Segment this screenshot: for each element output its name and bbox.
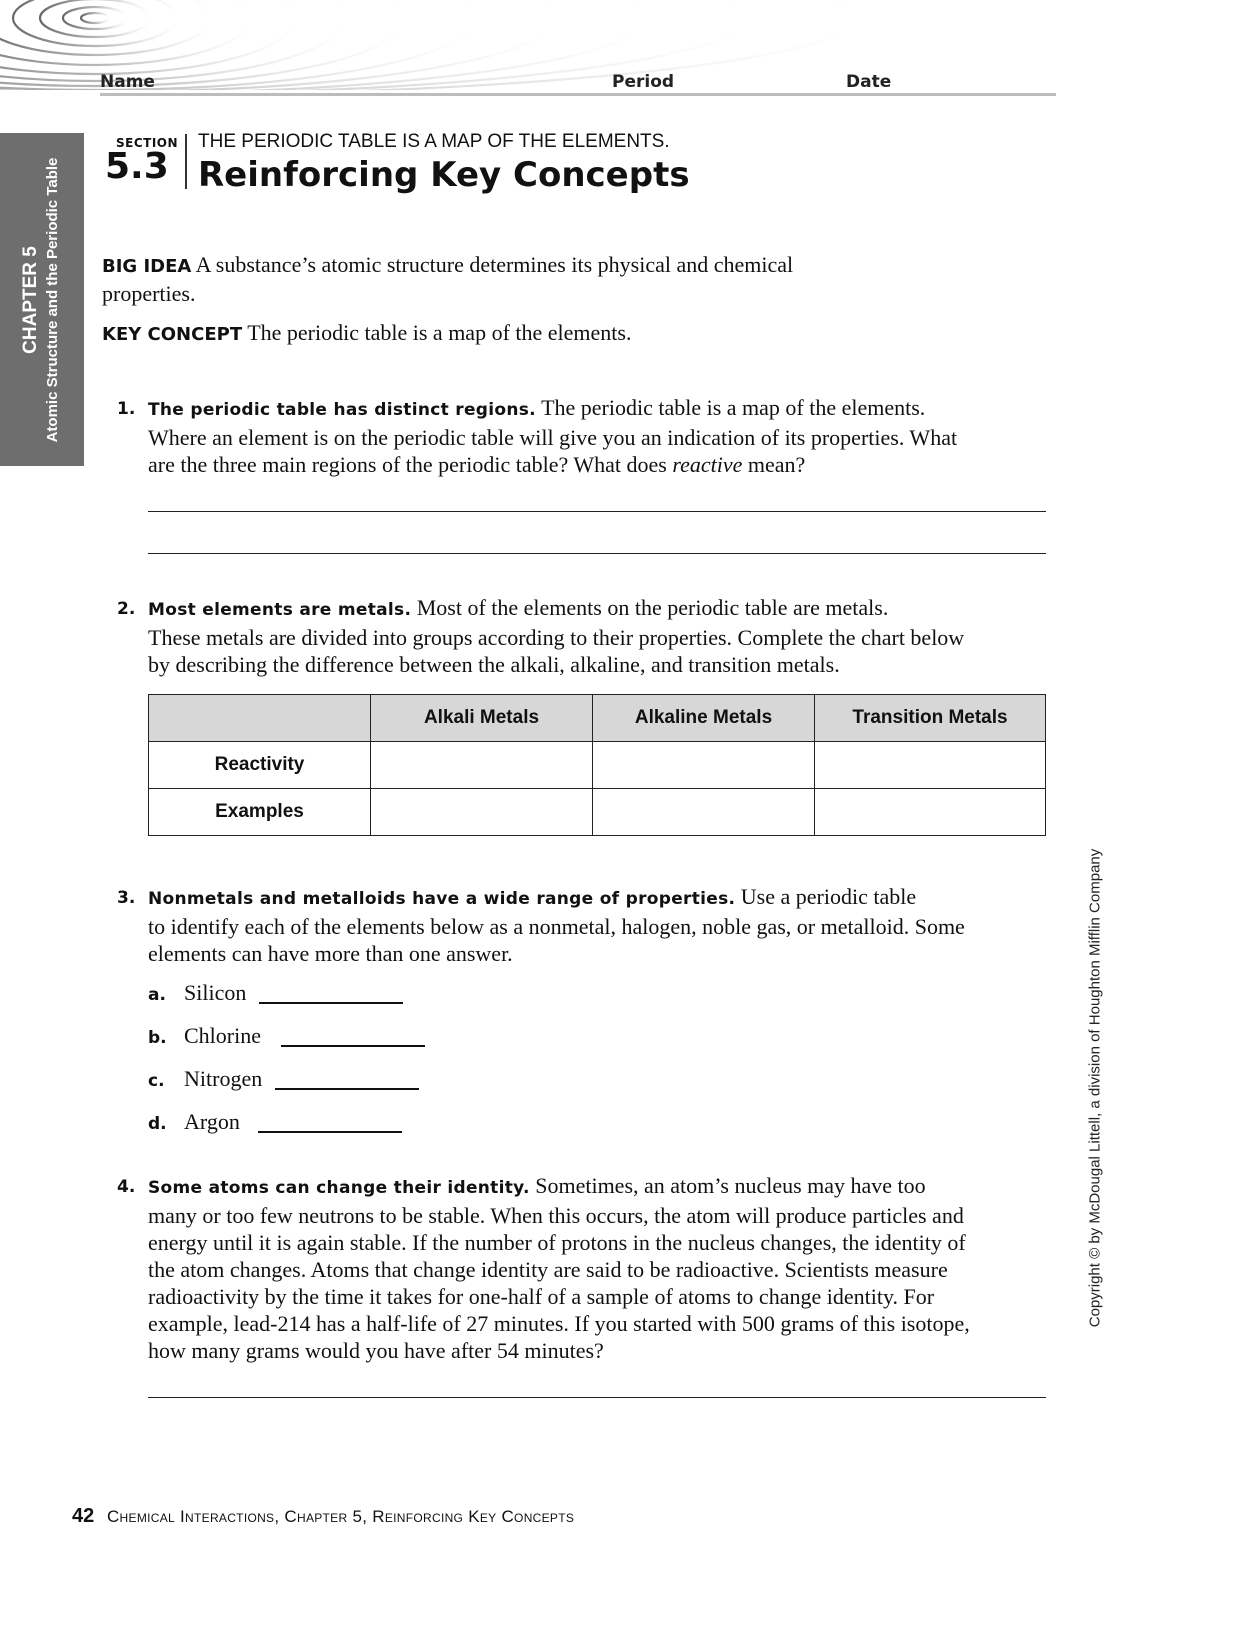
table-corner-cell xyxy=(149,695,371,742)
question-3-line3: elements can have more than one answer. xyxy=(148,941,513,966)
page-footer xyxy=(72,1505,574,1528)
element-a-name: Silicon xyxy=(184,980,247,1005)
answer-cell[interactable] xyxy=(371,789,593,836)
period-label: Period xyxy=(612,72,675,92)
question-4-line2: many or too few neutrons to be stable. When this occurs, the atom will produce particles and xyxy=(148,1203,964,1228)
key-concept-text: The periodic table is a map of the elements. xyxy=(247,320,632,345)
key-concept xyxy=(102,319,631,348)
question-4-line5: radioactivity by the time it takes for one-half of a sample of atoms to change identity. For xyxy=(148,1284,935,1309)
row-header-reactivity: Reactivity xyxy=(149,742,371,789)
question-2-line3: by describing the difference between the alkali, alkaline, and transition metals. xyxy=(148,652,840,677)
big-idea-label: BIG IDEA xyxy=(102,256,192,277)
question-2-text xyxy=(148,594,1058,678)
question-1-line3-pre: are the three main regions of the periodic table? What does xyxy=(148,452,673,477)
question-1-line3-em: reactive xyxy=(672,452,743,477)
table-row xyxy=(149,742,1046,789)
question-1-number: 1. xyxy=(117,399,136,419)
side-tab-subtitle: Atomic Structure and the Periodic Table xyxy=(44,157,61,443)
big-idea-text-line2: properties. xyxy=(102,281,196,306)
question-3-heading: Nonmetals and metalloids have a wide range of properties. xyxy=(148,889,736,909)
section-number: 5.3 xyxy=(105,146,169,187)
big-idea-text-line1: A substance’s atomic structure determines its physical and chemical xyxy=(195,252,794,277)
question-1-line2: Where an element is on the periodic table will give you an indication of its properties. What xyxy=(148,425,958,450)
answer-cell[interactable] xyxy=(815,789,1046,836)
row-header-examples: Examples xyxy=(149,789,371,836)
element-a-answer-blank[interactable] xyxy=(259,1002,403,1004)
question-1-line3-post: mean? xyxy=(742,452,806,477)
column-header-alkaline: Alkaline Metals xyxy=(593,695,815,742)
key-concept-label: KEY CONCEPT xyxy=(102,324,243,345)
name-label: Name xyxy=(100,72,155,92)
element-d-name: Argon xyxy=(184,1109,240,1134)
section-label: SECTION xyxy=(116,136,179,150)
section-divider xyxy=(185,134,187,189)
answer-line[interactable] xyxy=(148,511,1046,512)
question-4-heading: Some atoms can change their identity. xyxy=(148,1178,530,1198)
question-4-line7: how many grams would you have after 54 minutes? xyxy=(148,1338,604,1363)
answer-cell[interactable] xyxy=(815,742,1046,789)
question-1-text xyxy=(148,394,1058,478)
header-rule xyxy=(100,93,1056,96)
question-2-number: 2. xyxy=(117,599,136,619)
chapter-side-tab-text xyxy=(20,130,64,470)
question-2-heading: Most elements are metals. xyxy=(148,600,412,620)
element-a-letter: a. xyxy=(148,985,166,1005)
question-4-text xyxy=(148,1172,1058,1364)
page-title: Reinforcing Key Concepts xyxy=(198,155,690,195)
question-1-line1: The periodic table is a map of the elements. xyxy=(541,395,926,420)
answer-cell[interactable] xyxy=(593,742,815,789)
element-d-answer-blank[interactable] xyxy=(258,1131,402,1133)
element-c-answer-blank[interactable] xyxy=(275,1088,419,1090)
question-2-line1: Most of the elements on the periodic table are metals. xyxy=(416,595,889,620)
copyright-notice: Copyright © by McDougal Littell, a division of Houghton Mifflin Company xyxy=(1086,848,1104,1328)
table-header-row xyxy=(149,695,1046,742)
answer-cell[interactable] xyxy=(593,789,815,836)
question-3-line2: to identify each of the elements below as a nonmetal, halogen, noble gas, or metalloid. Some xyxy=(148,914,965,939)
element-d-letter: d. xyxy=(148,1114,167,1134)
element-c-name: Nitrogen xyxy=(184,1066,263,1091)
question-4-number: 4. xyxy=(117,1177,136,1197)
footer-text: Chemical Interactions, Chapter 5, Reinforcing Key Concepts xyxy=(106,1507,575,1526)
big-idea xyxy=(102,251,793,307)
question-4-line1: Sometimes, an atom’s nucleus may have too xyxy=(535,1173,926,1198)
section-kicker: THE PERIODIC TABLE IS A MAP OF THE ELEMENTS. xyxy=(198,131,670,152)
question-3-text xyxy=(148,883,1058,967)
question-2-line2: These metals are divided into groups according to their properties. Complete the chart below xyxy=(148,625,965,650)
answer-line[interactable] xyxy=(148,1397,1046,1398)
metals-table xyxy=(148,694,1046,836)
question-4-line3: energy until it is again stable. If the number of protons in the nucleus changes, the identity of xyxy=(148,1230,966,1255)
answer-cell[interactable] xyxy=(371,742,593,789)
question-4-line4: the atom changes. Atoms that change identity are said to be radioactive. Scientists measure xyxy=(148,1257,948,1282)
element-c-letter: c. xyxy=(148,1071,165,1091)
column-header-transition: Transition Metals xyxy=(815,695,1046,742)
column-header-alkali: Alkali Metals xyxy=(371,695,593,742)
element-b-answer-blank[interactable] xyxy=(281,1045,425,1047)
side-tab-chapter: CHAPTER 5 xyxy=(20,246,41,354)
answer-line[interactable] xyxy=(148,553,1046,554)
question-1-heading: The periodic table has distinct regions. xyxy=(148,400,536,420)
page-number: 42 xyxy=(72,1505,95,1527)
element-b-letter: b. xyxy=(148,1028,167,1048)
table-row xyxy=(149,789,1046,836)
question-4-line6: example, lead-214 has a half-life of 27 minutes. If you started with 500 grams of this isotope, xyxy=(148,1311,970,1336)
question-3-line1: Use a periodic table xyxy=(740,884,917,909)
element-b-name: Chlorine xyxy=(184,1023,261,1048)
date-label: Date xyxy=(846,72,892,92)
question-3-number: 3. xyxy=(117,888,136,908)
